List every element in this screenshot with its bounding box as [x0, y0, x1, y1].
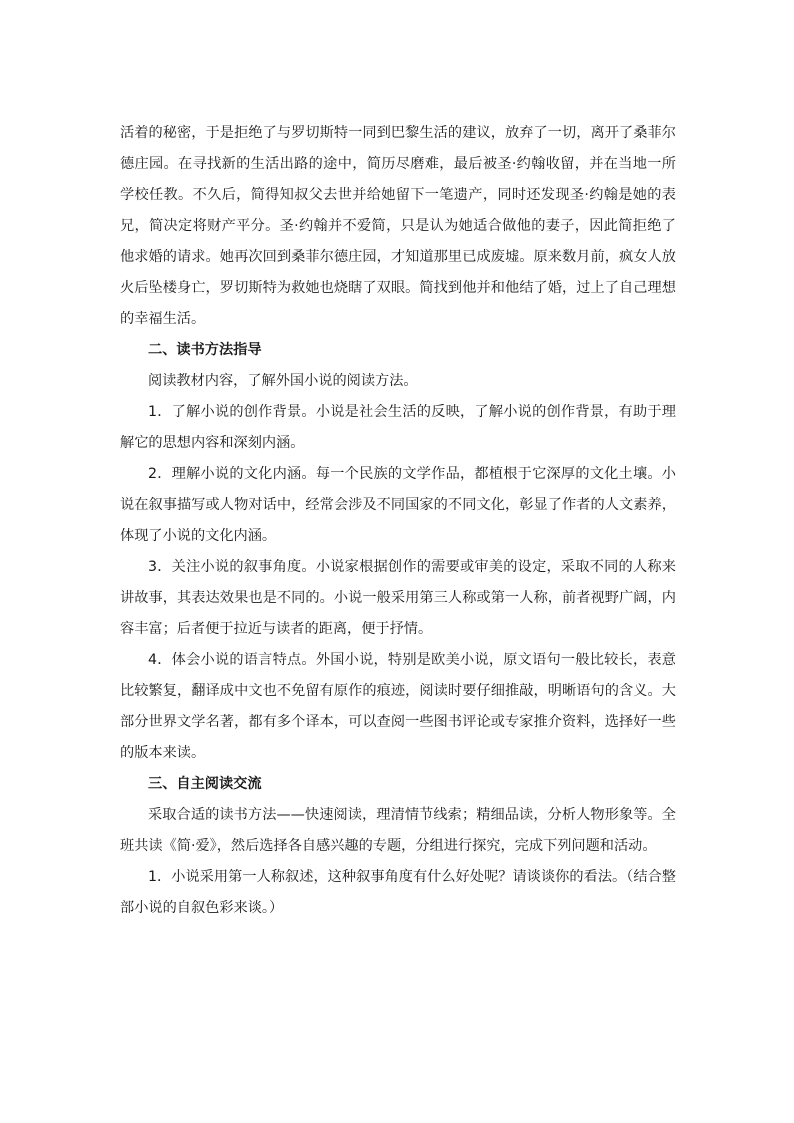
paragraph-method-1: 1．了解小说的创作背景。小说是社会生活的反映，了解小说的创作背景，有助于理解它的思想内容和深刻内涵。	[120, 404, 676, 451]
section-heading-self-reading: 三、自主阅读交流	[148, 776, 262, 792]
paragraph-method-2: 2．理解小说的文化内涵。每一个民族的文学作品，都植根于它深厚的文化土壤。小说在叙事描写或人物对话中，经常会涉及不同国家的不同文化，彰显了作者的人文素养，体现了小说的文化内涵。	[120, 466, 676, 544]
section-heading-reading-methods: 二、读书方法指导	[148, 342, 262, 358]
paragraph-story-summary: 活着的秘密，于是拒绝了与罗切斯特一同到巴黎生活的建议，放弃了一切，离开了桑菲尔德庄园。在寻找新的生活出路的途中，简历尽磨难，最后被圣·约翰收留，并在当地一所学校任教。不久后，简得知叔父去世并给她留下一笔遗产，同时还发现圣·约翰是她的表兄，简决定将财产平分。圣·约翰并不爱简，只是认为她适合做他的妻子，因此简拒绝了他求婚的请求。她再次回到桑菲尔德庄园，才知道那里已成废墟。原来数月前，疯女人放火后坠楼身亡，罗切斯特为救她也烧瞎了双眼。简找到他并和他结了婚，过上了自己理想的幸福生活。	[120, 125, 676, 327]
paragraph-method-4: 4．体会小说的语言特点。外国小说，特别是欧美小说，原文语句一般比较长，表意比较繁复，翻译成中文也不免留有原作的痕迹，阅读时要仔细推敲，明晰语句的含义。大部分世界文学名著，都有多个译本，可以查阅一些图书评论或专家推介资料，选择好一些的版本来读。	[120, 652, 676, 761]
paragraph-reading-intro: 阅读教材内容，了解外国小说的阅读方法。	[148, 373, 418, 389]
paragraph-method-3: 3．关注小说的叙事角度。小说家根据创作的需要或审美的设定，采取不同的人称来讲故事，其表达效果也是不同的。小说一般采用第三人称或第一人称，前者视野广阔，内容丰富；后者便于拉近与读者的距离，便于抒情。	[120, 559, 676, 637]
document-page	[120, 118, 676, 924]
paragraph-question-1: 1．小说采用第一人称叙述，这种叙事角度有什么好处呢？请谈谈你的看法。（结合整部小说的自叙色彩来谈。）	[120, 869, 676, 916]
paragraph-reading-approach: 采取合适的读书方法——快速阅读，理清情节线索；精细品读，分析人物形象等。全班共读《简·爱》，然后选择各自感兴趣的专题，分组进行探究，完成下列问题和活动。	[120, 807, 676, 854]
